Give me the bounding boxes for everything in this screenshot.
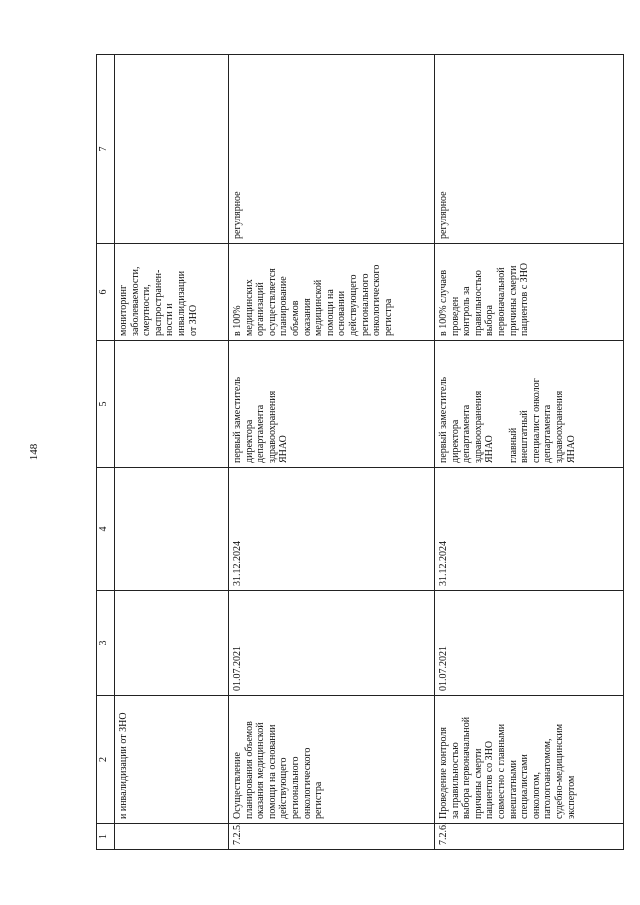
cell-line: внештатными xyxy=(507,759,519,819)
cell-start-date xyxy=(115,591,229,696)
cell-line: онкологом, xyxy=(530,771,542,819)
cell-event-name xyxy=(435,696,624,824)
cell-line: первый заместитель xyxy=(232,376,243,463)
cell-line: директора xyxy=(243,419,255,463)
cell-line: первоначальной xyxy=(495,267,507,336)
cell-start-date: 01.07.2021 xyxy=(435,591,624,696)
cell-line: онкологического xyxy=(301,747,313,819)
table-row xyxy=(115,55,229,850)
header-cell: 3 xyxy=(97,591,115,696)
cell-line: осуществляется xyxy=(266,268,278,336)
header-cell: 5 xyxy=(97,341,115,468)
header-cell: 7 xyxy=(97,55,115,244)
cell-line: Осуществление xyxy=(232,752,243,819)
cell-line: департамента xyxy=(461,404,473,463)
cell-line: департамента xyxy=(542,404,554,463)
cell-line: департамента xyxy=(255,404,267,463)
cell-result xyxy=(115,244,229,341)
cell-end-date: 31.12.2024 xyxy=(229,468,435,591)
cell-line: выбора xyxy=(484,305,496,336)
cell-line: совместно с главными xyxy=(495,723,507,819)
cell-line: оказания медицинской xyxy=(255,722,267,819)
rotated-page-content xyxy=(96,55,614,850)
cell-line: ности и xyxy=(164,303,176,336)
cell-line: заболеваемости, xyxy=(129,266,141,336)
cell-line: организаций xyxy=(255,282,267,336)
cell-line: онкологического xyxy=(371,264,383,336)
cell-responsible xyxy=(115,341,229,468)
cell-line: специалистами xyxy=(519,754,531,819)
cell-line: главный xyxy=(507,427,519,463)
cell-line: пациентов с ЗНО xyxy=(519,262,531,336)
table-row xyxy=(229,55,435,850)
cell-number: 7.2.6. xyxy=(435,824,624,850)
cell-line: в 100% xyxy=(232,305,243,336)
cell-line: регистра xyxy=(313,781,325,819)
cell-result xyxy=(435,244,624,341)
cell-start-date: 01.07.2021 xyxy=(229,591,435,696)
cell-line: основании xyxy=(336,290,348,336)
cell-line: директора xyxy=(449,419,461,463)
header-cell: 4 xyxy=(97,468,115,591)
cell-line: контроль за xyxy=(461,286,473,336)
cell-result xyxy=(229,244,435,341)
cell-line: оказания xyxy=(301,298,313,336)
plan-table xyxy=(96,54,624,850)
cell-line xyxy=(496,345,508,463)
cell-line: здравоохранения xyxy=(553,390,565,463)
cell-event-name xyxy=(229,696,435,824)
cell-line: ЯНАО xyxy=(484,435,496,463)
cell-line: планирование xyxy=(278,276,290,336)
cell-line: смертности, xyxy=(141,284,153,336)
cell-line: планирования объемов xyxy=(243,721,255,819)
cell-line: мониторинг xyxy=(118,284,129,336)
cell-line: выбора первоначальной xyxy=(461,716,473,819)
cell-line: помощи на основании xyxy=(266,724,278,819)
cell-responsible xyxy=(229,341,435,468)
cell-line: распространен- xyxy=(152,269,164,336)
cell-type: регулярное xyxy=(229,55,435,244)
cell-line: регионального xyxy=(359,273,371,336)
cell-line: инвалидизации xyxy=(175,270,187,336)
cell-line: медицинских xyxy=(243,279,255,336)
cell-type: регулярное xyxy=(435,55,624,244)
cell-line: действующего xyxy=(278,757,290,819)
cell-line: пациентов со ЗНО xyxy=(484,740,496,819)
cell-number xyxy=(115,824,229,850)
cell-type xyxy=(115,55,229,244)
header-cell: 6 xyxy=(97,244,115,341)
cell-line: ЯНАО xyxy=(565,435,577,463)
cell-line: помощи на xyxy=(324,289,336,336)
cell-number: 7.2.5. xyxy=(229,824,435,850)
cell-line: внештатный xyxy=(519,410,531,463)
cell-line: первый заместитель xyxy=(438,376,449,463)
cell-event-name xyxy=(115,696,229,824)
cell-line: здравоохранения xyxy=(472,390,484,463)
cell-line: патологоанатомом, xyxy=(542,738,554,819)
cell-line: регистра xyxy=(382,298,394,336)
cell-line: ЯНАО xyxy=(278,435,290,463)
header-cell: 1 xyxy=(97,824,115,850)
cell-line: регионального xyxy=(289,756,301,819)
cell-line: причины смерти xyxy=(507,265,519,336)
cell-end-date xyxy=(115,468,229,591)
cell-line: и инвалидизации от ЗНО xyxy=(118,712,129,819)
cell-line: причины смерти xyxy=(472,748,484,819)
cell-end-date: 31.12.2024 xyxy=(435,468,624,591)
cell-line: судебно-медицинским xyxy=(553,723,565,819)
cell-responsible xyxy=(435,341,624,468)
cell-line: проведен xyxy=(449,296,461,336)
cell-line: экспертом xyxy=(565,775,577,819)
cell-line: от ЗНО xyxy=(187,304,199,336)
cell-line: действующего xyxy=(347,274,359,336)
cell-line: специалист онколог xyxy=(530,378,542,463)
cell-line: правильностью xyxy=(472,270,484,336)
page-number: 148 xyxy=(28,443,40,461)
header-cell: 2 xyxy=(97,696,115,824)
table-row xyxy=(435,55,624,850)
cell-line: за правильностью xyxy=(449,742,461,819)
cell-line: в 100% случаев xyxy=(438,269,449,336)
cell-line: объемов xyxy=(289,300,301,336)
cell-line: Проведение контроля xyxy=(438,726,449,819)
cell-line: медицинской xyxy=(313,279,325,336)
cell-line: здравоохранения xyxy=(266,390,278,463)
header-row xyxy=(97,55,115,850)
